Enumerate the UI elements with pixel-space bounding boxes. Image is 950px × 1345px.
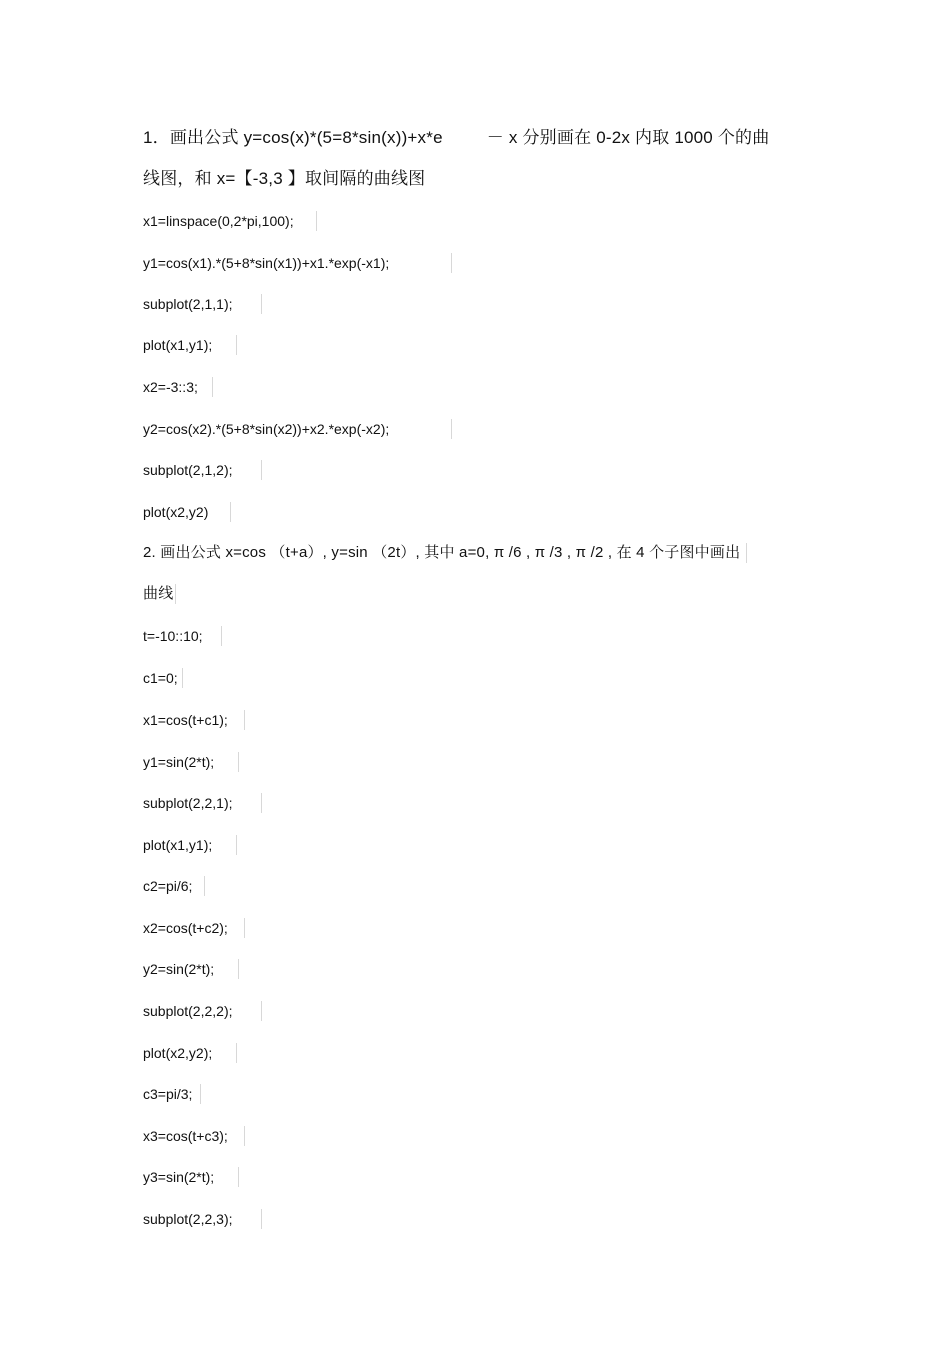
q1-heading-line-1 (143, 128, 769, 148)
q1-heading-range: － x 分别画在 0-2x 内取 1000 个的曲 (486, 128, 770, 147)
q2-code-line: y3=sin(2*t); (143, 1167, 239, 1188)
q1-code-line: x1=linspace(0,2*pi,100); (143, 211, 317, 232)
q1-code-line: subplot(2,1,2); (143, 460, 262, 481)
q2-code-line: plot(x2,y2); (143, 1043, 237, 1064)
q2-heading-formula: 2. 画出公式 x=cos （t+a）, y=sin （2t）, 其中 a=0, π /6 , π /3 , π /2 , 在 4 个子图中画出 (143, 543, 747, 563)
q2-code-line: c2=pi/6; (143, 876, 205, 897)
q1-code-line: subplot(2,1,1); (143, 294, 262, 315)
q1-code-line: x2=-3::3; (143, 377, 213, 398)
q2-code-line: c3=pi/3; (143, 1084, 201, 1105)
q2-heading-line-2 (143, 584, 176, 604)
q2-code-line: x3=cos(t+c3); (143, 1126, 245, 1147)
q1-heading-formula: 1．画出公式 y=cos(x)*(5=8*sin(x))+x*e (143, 128, 443, 147)
q2-heading-curve: 曲线 (143, 584, 176, 604)
q2-code-line: y2=sin(2*t); (143, 959, 239, 980)
q1-code-line: plot(x1,y1); (143, 335, 237, 356)
q2-code-line: plot(x1,y1); (143, 835, 237, 856)
q2-code-line: subplot(2,2,1); (143, 793, 262, 814)
q2-code-line: c1=0; (143, 668, 183, 689)
q2-code-line: x2=cos(t+c2); (143, 918, 245, 939)
q2-heading-line-1 (143, 543, 747, 563)
q2-code-line: subplot(2,2,3); (143, 1209, 262, 1230)
q2-code-line: t=-10::10; (143, 626, 222, 647)
q2-code-line: y1=sin(2*t); (143, 752, 239, 773)
q1-heading-interval: 线图，和 x=【-3,3 】取间隔的曲线图 (143, 169, 426, 188)
q2-code-line: subplot(2,2,2); (143, 1001, 262, 1022)
q1-code-line: plot(x2,y2) (143, 502, 231, 523)
q1-code-line: y2=cos(x2).*(5+8*sin(x2))+x2.*exp(-x2); (143, 419, 452, 440)
q1-code-line: y1=cos(x1).*(5+8*sin(x1))+x1.*exp(-x1); (143, 253, 452, 274)
q2-code-line: x1=cos(t+c1); (143, 710, 245, 731)
q1-heading-line-2 (143, 169, 425, 189)
